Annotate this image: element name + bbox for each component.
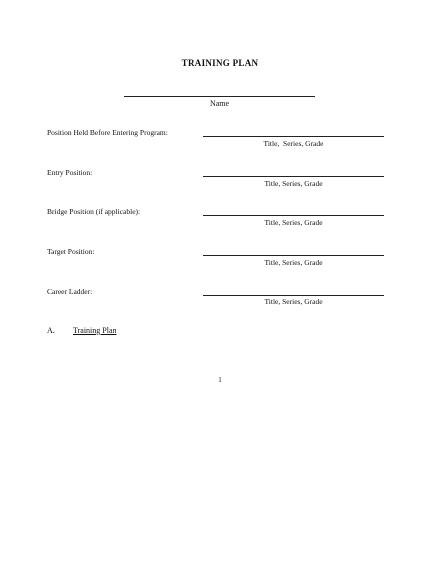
field-line-entry-position [203,176,384,177]
document-title: TRAINING PLAN [181,58,259,68]
field-line-career-ladder [203,295,384,296]
section-letter: A. [47,326,55,335]
field-label-career-ladder: Career Ladder: [47,287,93,296]
field-hint-target-position: Title, Series, Grade [264,258,323,267]
field-hint-bridge-position: Title, Series, Grade [264,218,323,227]
page-number: 1 [218,376,222,384]
field-hint-career-ladder: Title, Series, Grade [264,297,323,306]
field-label-previous-position: Position Held Before Entering Program: [47,128,168,137]
field-label-bridge-position: Bridge Position (if applicable): [47,207,141,216]
field-hint-previous-position: Title, Series, Grade [263,139,324,148]
field-line-previous-position [203,136,384,137]
field-label-target-position: Target Position: [47,247,95,256]
field-hint-entry-position: Title, Series, Grade [264,179,323,188]
name-signature-line [124,96,315,97]
field-line-target-position [203,255,384,256]
section-title-training-plan: Training Plan [73,326,117,335]
field-line-bridge-position [203,215,384,216]
name-label: Name [209,99,230,108]
field-label-entry-position: Entry Position: [47,168,93,177]
